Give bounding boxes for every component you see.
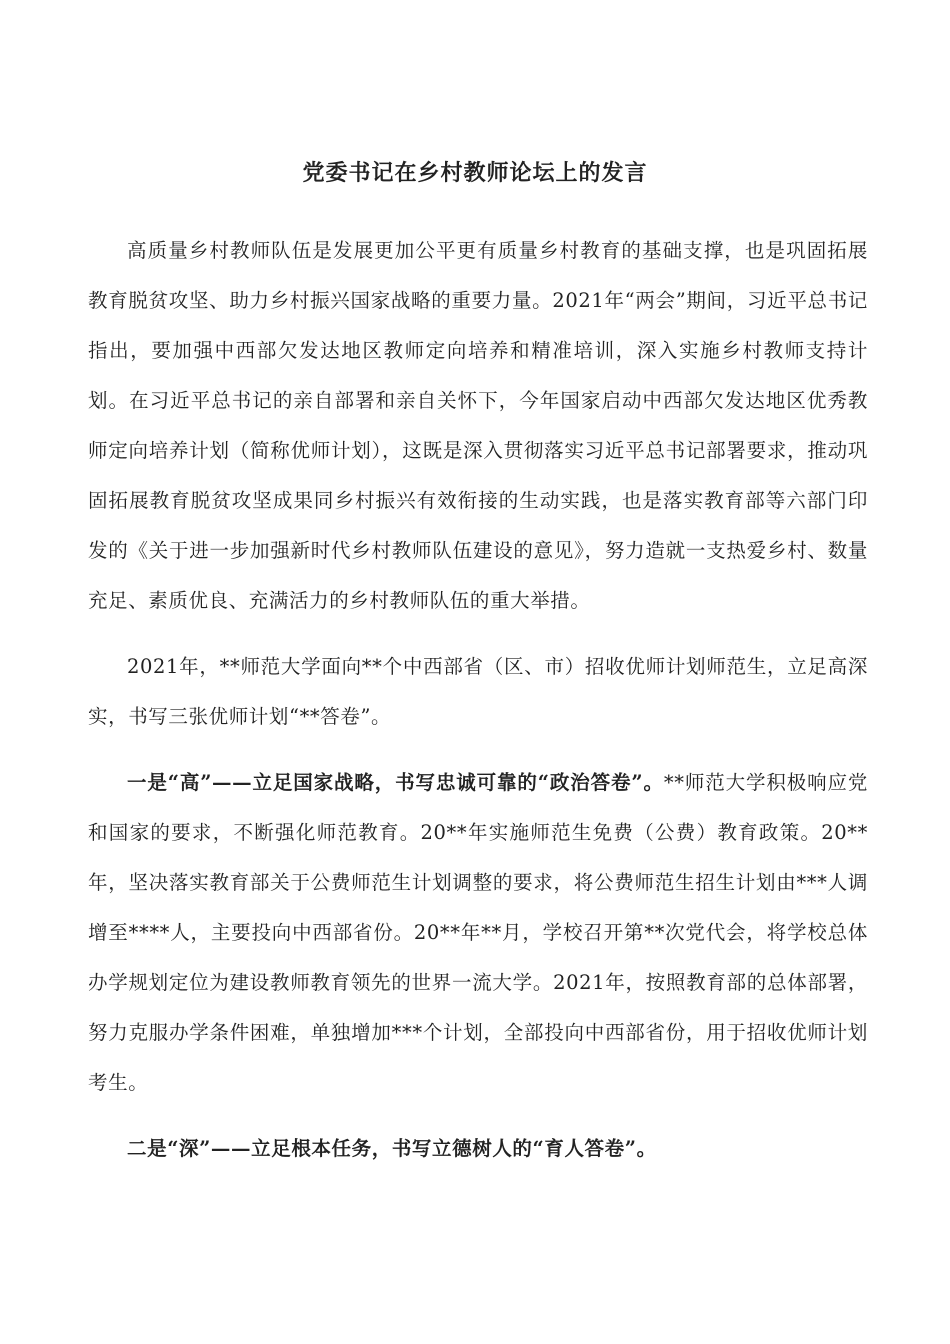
- paragraph-point-one: [88, 758, 868, 1108]
- document-body: [88, 226, 868, 1190]
- paragraph-text: **师范大学积极响应党和国家的要求，不断强化师范教育。20**年实施师范生免费（公费）教育政策。20**年，坚决落实教育部关于公费师范生计划调整的要求，将公费师范生招生计划由***人调增至****人，主要投向中西部省份。20**年**月，学校召开第**次党代会，将学校总体办学规划定位为建设教师教育领先的世界一流大学。2021年，按照教育部的总体部署，努力克服办学条件困难，单独增加***个计划，全部投向中西部省份，用于招收优师计划考生。: [88, 771, 868, 1094]
- paragraph-intro: [88, 226, 868, 626]
- paragraph-point-two: [88, 1124, 868, 1174]
- paragraph-overview: [88, 642, 868, 742]
- page-title: 党委书记在乡村教师论坛上的发言: [302, 160, 648, 186]
- paragraph-lead: 一是“高”——立足国家战略，书写忠诚可靠的“政治答卷”。: [127, 771, 664, 794]
- paragraph-lead: 二是“深”——立足根本任务，书写立德树人的“育人答卷”。: [127, 1137, 657, 1160]
- paragraph-text: 2021年，**师范大学面向**个中西部省（区、市）招收优师计划师范生，立足高深实，书写三张优师计划“**答卷”。: [88, 655, 868, 728]
- paragraph-text: 高质量乡村教师队伍是发展更加公平更有质量乡村教育的基础支撑，也是巩固拓展教育脱贫攻坚、助力乡村振兴国家战略的重要力量。2021年“两会”期间，习近平总书记指出，要加强中西部欠发达地区教师定向培养和精准培训，深入实施乡村教师支持计划。在习近平总书记的亲自部署和亲自关怀下，今年国家启动中西部欠发达地区优秀教师定向培养计划（简称优师计划），这既是深入贯彻落实习近平总书记部署要求，推动巩固拓展教育脱贫攻坚成果同乡村振兴有效衔接的生动实践，也是落实教育部等六部门印发的《关于进一步加强新时代乡村教师队伍建设的意见》，努力造就一支热爱乡村、数量充足、素质优良、充满活力的乡村教师队伍的重大举措。: [88, 239, 868, 612]
